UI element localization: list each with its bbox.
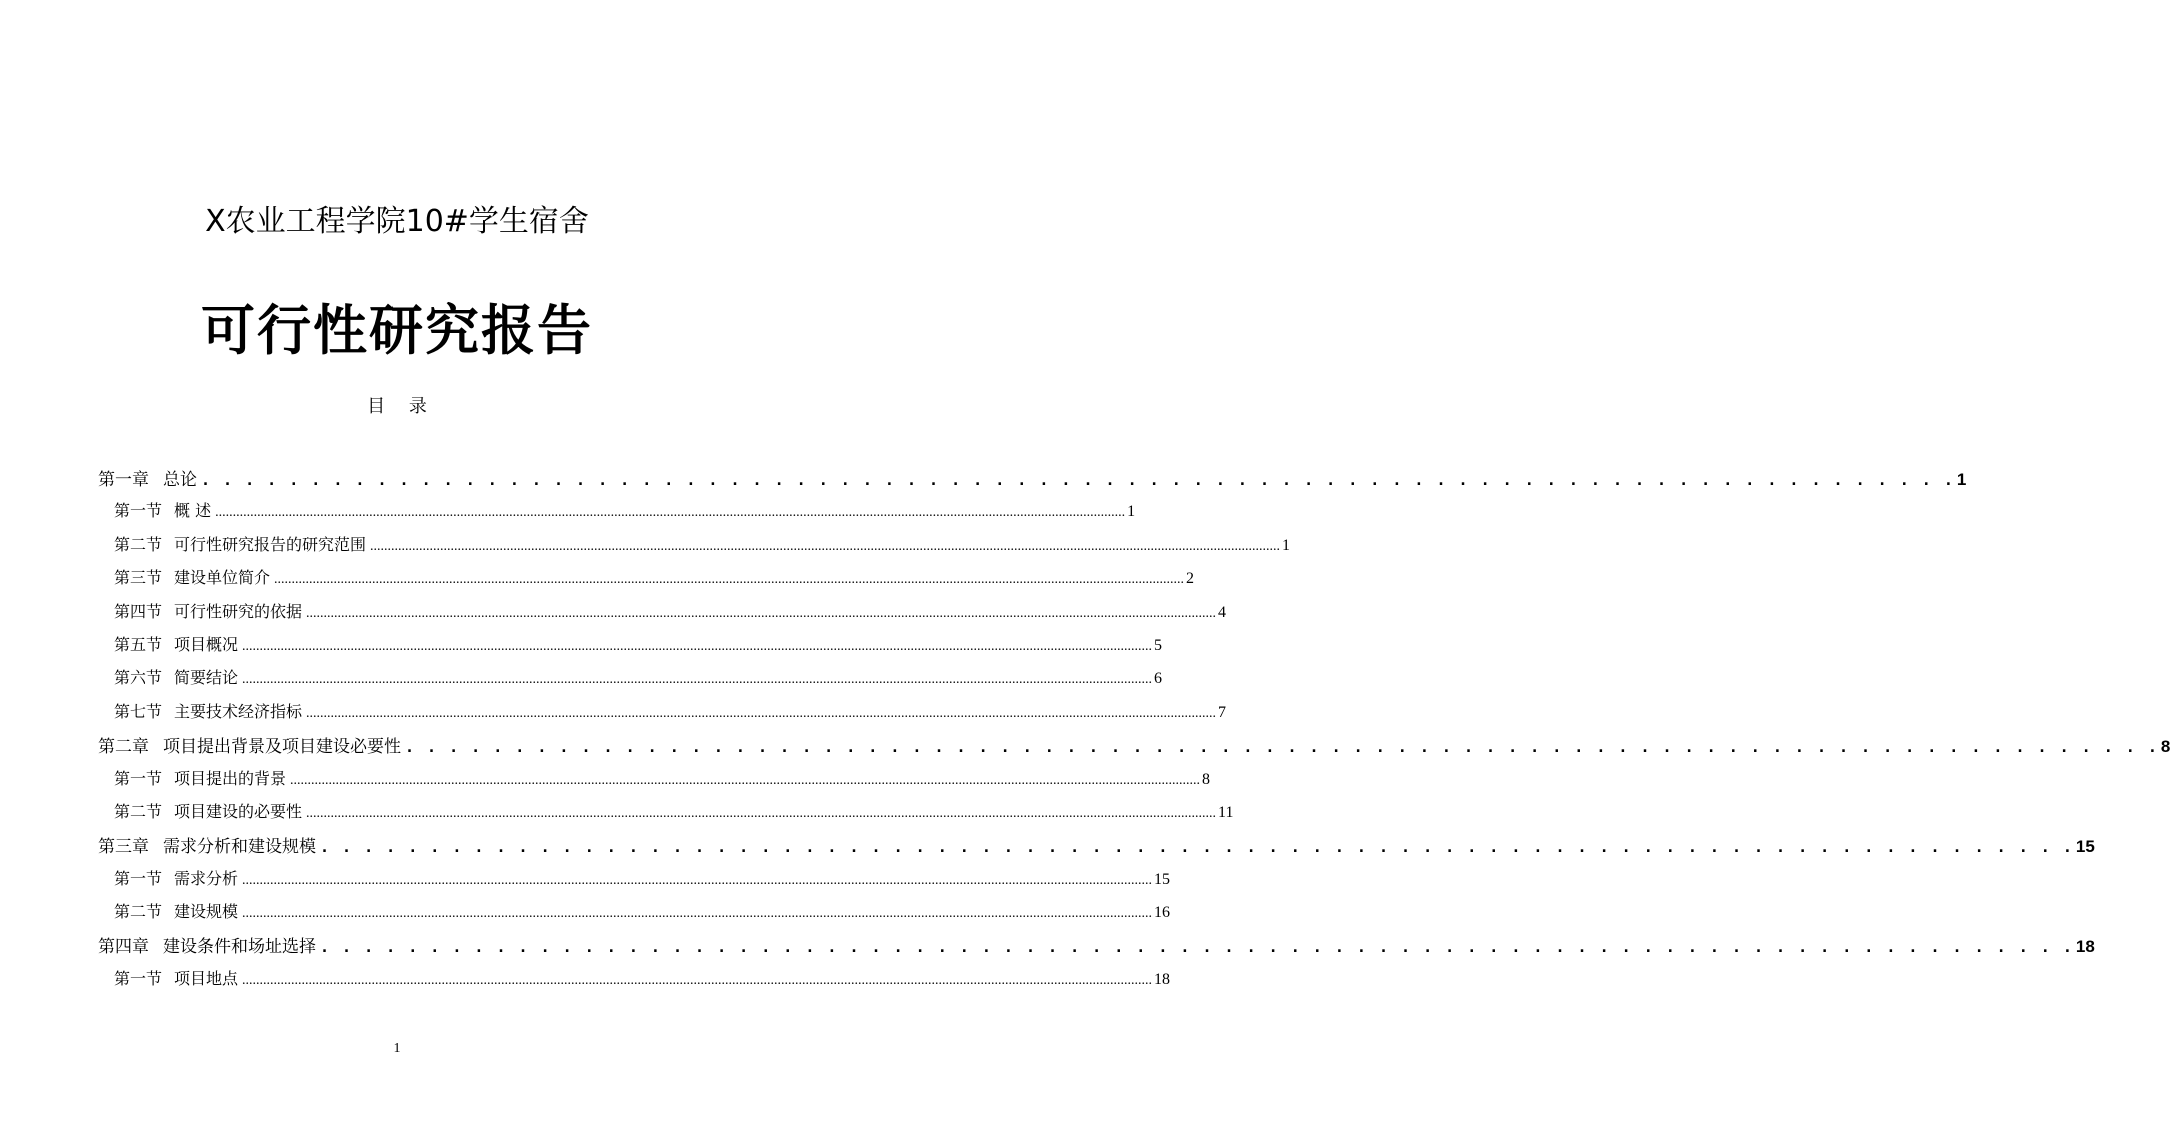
toc-entry-number: 第一节 bbox=[114, 968, 163, 988]
toc-section-entry[interactable] bbox=[98, 665, 1163, 698]
toc-entry-title: 可行性研究的依据 bbox=[174, 601, 303, 621]
toc-entry-number: 第四章 bbox=[98, 937, 149, 958]
toc-entry-title: 项目概况 bbox=[174, 634, 239, 654]
toc-entry-page: 11 bbox=[1218, 803, 1234, 821]
toc-entry-number: 第二节 bbox=[114, 801, 163, 821]
toc-entry-page: 1 bbox=[1282, 536, 1291, 554]
toc-section-entry[interactable] bbox=[98, 498, 1136, 531]
toc-section-entry[interactable] bbox=[98, 766, 1211, 799]
toc-entry-page: 15 bbox=[1154, 870, 1171, 888]
toc-section-entry[interactable] bbox=[98, 532, 1291, 565]
toc-dot-leader: .................................................................................................................................................................................................................................................................... bbox=[290, 772, 1201, 788]
toc-entry-number: 第一节 bbox=[114, 868, 163, 888]
toc-dot-leader: . . . . . . . . . . . . . . . . . . . . . . . . . . . . . . . . . . . . . . . . . . . . . . . . . . . . . . . . . . . . . . . . . . . . . . . . . . . . . . . . bbox=[320, 938, 2074, 957]
toc-dot-leader: . . . . . . . . . . . . . . . . . . . . . . . . . . . . . . . . . . . . . . . . . . . . . . . . . . . . . . . . . . . . . . . . . . . . . . . . . . . . . . . . bbox=[201, 471, 1955, 489]
toc-entry-title: 项目建设的必要性 bbox=[174, 801, 303, 821]
toc-section-entry[interactable] bbox=[98, 866, 1171, 899]
toc-entry-number: 第五节 bbox=[114, 634, 163, 654]
toc-entry-title: 项目提出背景及项目建设必要性 bbox=[163, 737, 401, 758]
toc-section-entry[interactable] bbox=[98, 966, 1171, 999]
toc-dot-leader: .................................................................................................................................................................................................................................................................... bbox=[215, 505, 1126, 521]
toc-entry-number: 第六节 bbox=[114, 668, 163, 688]
document-title: 可行性研究报告 bbox=[201, 299, 593, 362]
toc-entry-title: 项目提出的背景 bbox=[174, 768, 287, 788]
toc-entry-page: 2 bbox=[1186, 570, 1195, 588]
toc-dot-leader: .................................................................................................................................................................................................................................................................... bbox=[242, 872, 1153, 888]
toc-entry-number: 第二章 bbox=[98, 737, 149, 758]
toc-section-entry[interactable] bbox=[98, 899, 1171, 932]
toc-entry-page: 8 bbox=[1202, 770, 1211, 788]
page-number: 1 bbox=[393, 1041, 401, 1056]
toc-entry-number: 第七节 bbox=[114, 701, 163, 721]
toc-entry-title: 总论 bbox=[163, 470, 197, 490]
toc-heading: 目 录 bbox=[367, 396, 427, 417]
toc-entry-page: 1 bbox=[1127, 503, 1136, 521]
toc-entry-page: 1 bbox=[1956, 470, 1967, 489]
table-of-contents bbox=[98, 465, 2170, 999]
toc-entry-number: 第二节 bbox=[114, 534, 163, 554]
toc-section-entry[interactable] bbox=[98, 699, 1227, 732]
toc-dot-leader: . . . . . . . . . . . . . . . . . . . . . . . . . . . . . . . . . . . . . . . . . . . . . . . . . . . . . . . . . . . . . . . . . . . . . . . . . . . . . . . . bbox=[320, 838, 2074, 857]
toc-dot-leader: .................................................................................................................................................................................................................................................................... bbox=[242, 672, 1153, 688]
toc-entry-page: 7 bbox=[1218, 703, 1227, 721]
toc-section-entry[interactable] bbox=[98, 565, 1195, 598]
toc-dot-leader: .................................................................................................................................................................................................................................................................... bbox=[274, 572, 1185, 588]
toc-entry-title: 建设规模 bbox=[174, 902, 239, 922]
toc-dot-leader: . . . . . . . . . . . . . . . . . . . . . . . . . . . . . . . . . . . . . . . . . . . . . . . . . . . . . . . . . . . . . . . . . . . . . . . . . . . . . . . . bbox=[405, 738, 2159, 757]
toc-dot-leader: .................................................................................................................................................................................................................................................................... bbox=[306, 805, 1217, 821]
toc-entry-page: 18 bbox=[2075, 937, 2095, 957]
toc-entry-page: 8 bbox=[2160, 737, 2170, 757]
toc-entry-number: 第二节 bbox=[114, 902, 163, 922]
toc-dot-leader: .................................................................................................................................................................................................................................................................... bbox=[306, 605, 1217, 621]
toc-entry-title: 项目地点 bbox=[174, 968, 239, 988]
toc-chapter-entry[interactable] bbox=[98, 932, 2095, 965]
toc-entry-title: 建设单位简介 bbox=[174, 568, 271, 588]
toc-entry-number: 第一节 bbox=[114, 501, 163, 521]
toc-entry-number: 第三节 bbox=[114, 568, 163, 588]
toc-entry-title: 主要技术经济指标 bbox=[174, 701, 303, 721]
toc-entry-title: 简要结论 bbox=[174, 668, 239, 688]
toc-entry-number: 第一节 bbox=[114, 768, 163, 788]
toc-entry-page: 15 bbox=[2075, 837, 2095, 857]
document-subtitle: X农业工程学院10#学生宿舍 bbox=[205, 204, 589, 239]
toc-entry-page: 16 bbox=[1154, 904, 1171, 922]
toc-entry-number: 第三章 bbox=[98, 837, 149, 858]
toc-section-entry[interactable] bbox=[98, 632, 1163, 665]
toc-entry-page: 18 bbox=[1154, 970, 1171, 988]
toc-chapter-entry[interactable] bbox=[98, 465, 1967, 498]
toc-entry-title: 建设条件和场址选择 bbox=[163, 937, 316, 958]
toc-entry-page: 5 bbox=[1154, 636, 1163, 654]
toc-dot-leader: .................................................................................................................................................................................................................................................................... bbox=[242, 906, 1153, 922]
toc-chapter-entry[interactable] bbox=[98, 832, 2095, 865]
toc-entry-title: 需求分析 bbox=[174, 868, 239, 888]
toc-dot-leader: .................................................................................................................................................................................................................................................................... bbox=[306, 705, 1217, 721]
toc-dot-leader: .................................................................................................................................................................................................................................................................... bbox=[370, 538, 1281, 554]
toc-entry-title: 概 述 bbox=[174, 501, 212, 521]
toc-entry-number: 第四节 bbox=[114, 601, 163, 621]
toc-dot-leader: .................................................................................................................................................................................................................................................................... bbox=[242, 638, 1153, 654]
toc-section-entry[interactable] bbox=[98, 799, 1234, 832]
toc-chapter-entry[interactable] bbox=[98, 732, 2170, 765]
toc-entry-page: 4 bbox=[1218, 603, 1227, 621]
toc-section-entry[interactable] bbox=[98, 599, 1227, 632]
toc-entry-number: 第一章 bbox=[98, 470, 149, 490]
toc-entry-page: 6 bbox=[1154, 670, 1163, 688]
toc-entry-title: 需求分析和建设规模 bbox=[163, 837, 316, 858]
toc-dot-leader: .................................................................................................................................................................................................................................................................... bbox=[242, 972, 1153, 988]
toc-entry-title: 可行性研究报告的研究范围 bbox=[174, 534, 367, 554]
